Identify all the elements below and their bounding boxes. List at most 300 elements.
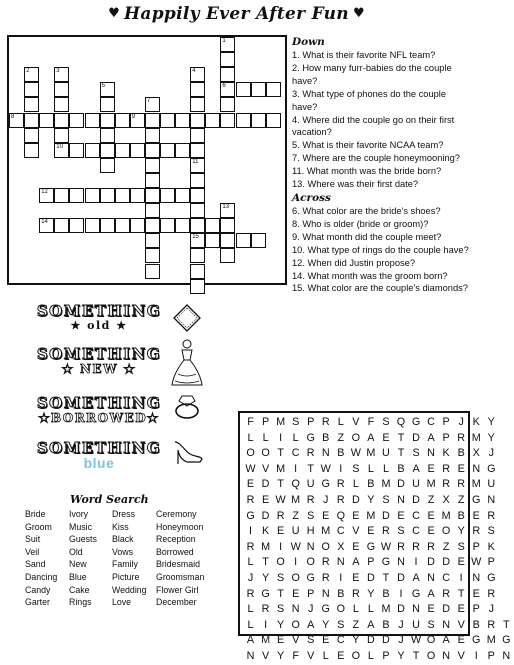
word-search-letter[interactable]: E (427, 509, 435, 522)
word-search-letter[interactable]: Y (352, 634, 360, 647)
word-search-letter[interactable]: D (412, 431, 420, 444)
word-search-letter[interactable]: R (412, 540, 420, 553)
word-search-letter[interactable]: I (264, 618, 268, 631)
word-search-letter[interactable]: X (337, 540, 345, 553)
word-search-letter[interactable]: A (307, 618, 315, 631)
word-search-letter[interactable]: E (352, 509, 360, 522)
word-search-letter[interactable]: I (294, 556, 298, 569)
word-search-letter[interactable]: Y (277, 649, 285, 662)
crossword-cell[interactable] (54, 218, 69, 233)
word-search-letter[interactable]: A (352, 556, 360, 569)
crossword-cell[interactable] (175, 113, 190, 128)
word-search-letter[interactable]: Z (457, 493, 465, 506)
word-search-letter[interactable]: T (397, 431, 405, 444)
word-search-letter[interactable]: P (307, 587, 315, 600)
word-search-letter[interactable]: G (411, 587, 421, 600)
word-search-letter[interactable]: L (382, 462, 389, 475)
word-search-letter[interactable]: E (457, 556, 465, 569)
word-search-letter[interactable]: V (352, 416, 360, 428)
word-search-letter[interactable]: U (382, 447, 390, 460)
crossword-cell[interactable] (39, 113, 54, 128)
word-search-letter[interactable]: J (308, 603, 314, 616)
crossword-cell[interactable] (190, 248, 205, 263)
word-search-letter[interactable]: G (472, 634, 481, 647)
word-search-letter[interactable]: R (487, 509, 496, 522)
word-search-letter[interactable]: N (397, 556, 405, 569)
word-search-letter[interactable]: E (322, 634, 330, 647)
word-search-letter[interactable]: C (442, 571, 451, 584)
word-search-letter[interactable]: L (247, 603, 254, 616)
crossword-cell[interactable] (100, 113, 115, 128)
word-search-letter[interactable]: R (427, 540, 435, 553)
word-search-letter[interactable]: D (442, 556, 451, 569)
word-search-letter[interactable]: T (277, 587, 284, 600)
word-search-letter[interactable]: O (306, 556, 315, 569)
word-search-letter[interactable]: S (382, 493, 390, 506)
word-search-letter[interactable]: I (414, 556, 418, 569)
crossword-cell[interactable] (54, 128, 69, 143)
word-search-letter[interactable]: Z (292, 509, 299, 522)
word-search-letter[interactable]: E (457, 634, 465, 647)
word-search-letter[interactable]: D (397, 603, 405, 616)
crossword-cell[interactable] (54, 143, 69, 158)
crossword-cell[interactable] (190, 264, 205, 279)
crossword-cell[interactable] (54, 67, 69, 82)
word-search-letter[interactable]: M (276, 462, 286, 475)
word-search-letter[interactable]: I (249, 525, 253, 538)
word-search-letter[interactable]: B (367, 478, 375, 491)
word-search-letter[interactable]: M (261, 540, 271, 553)
word-search-letter[interactable]: N (246, 649, 255, 662)
word-search-letter[interactable]: R (306, 447, 315, 460)
word-search-letter[interactable]: E (427, 462, 435, 475)
word-search-letter[interactable]: T (382, 571, 390, 584)
word-search-letter[interactable]: B (382, 618, 390, 631)
word-search-letter[interactable]: E (382, 431, 390, 444)
crossword-cell[interactable] (205, 233, 220, 248)
crossword-cell[interactable] (100, 128, 115, 143)
word-search-letter[interactable]: I (294, 462, 298, 475)
word-search-letter[interactable]: D (397, 478, 405, 491)
word-search-letter[interactable]: A (367, 431, 375, 444)
word-search-letter[interactable]: T (503, 618, 510, 631)
word-search-letter[interactable]: C (336, 525, 345, 538)
word-search-letter[interactable]: L (367, 649, 374, 662)
word-search-letter[interactable]: U (291, 525, 300, 538)
word-search-letter[interactable]: Y (397, 649, 405, 662)
word-search-letter[interactable]: L (352, 478, 359, 491)
word-search-letter[interactable]: W (245, 462, 256, 475)
word-search-letter[interactable]: E (457, 462, 465, 475)
word-search-letter[interactable]: G (487, 571, 496, 584)
word-search-letter[interactable]: C (336, 634, 345, 647)
word-search-letter[interactable]: U (487, 478, 496, 491)
crossword-cell[interactable] (145, 128, 160, 143)
word-search-letter[interactable]: T (262, 556, 269, 569)
word-search-letter[interactable]: Y (261, 571, 270, 584)
crossword-cell[interactable] (130, 188, 145, 203)
word-search-letter[interactable]: I (279, 540, 283, 553)
word-search-letter[interactable]: E (472, 587, 480, 600)
word-search-letter[interactable]: P (382, 649, 390, 662)
word-search-letter[interactable]: D (366, 634, 375, 647)
word-search-letter[interactable]: Q (336, 509, 345, 522)
crossword-cell[interactable] (251, 233, 266, 248)
word-search-letter[interactable]: S (337, 618, 345, 631)
word-search-letter[interactable]: N (321, 447, 330, 460)
crossword-cell[interactable] (236, 82, 251, 97)
word-search-letter[interactable]: L (337, 416, 344, 428)
word-search-letter[interactable]: K (487, 540, 495, 553)
word-search-letter[interactable]: Y (367, 493, 375, 506)
word-search-letter[interactable]: K (261, 525, 270, 538)
crossword-cell[interactable] (130, 218, 145, 233)
word-search-letter[interactable]: D (366, 571, 375, 584)
crossword-cell[interactable] (236, 233, 251, 248)
word-search-letter[interactable]: S (382, 416, 390, 428)
word-search-letter[interactable]: L (262, 431, 269, 444)
crossword-cell[interactable] (54, 82, 69, 97)
word-search-letter[interactable]: N (442, 618, 451, 631)
word-search-letter[interactable]: G (381, 556, 391, 569)
word-search-letter[interactable]: G (487, 462, 496, 475)
word-search-letter[interactable]: L (292, 431, 299, 444)
crossword-cell[interactable] (190, 218, 205, 233)
word-search-letter[interactable]: D (382, 634, 390, 647)
word-search-letter[interactable]: S (352, 462, 360, 475)
word-search-letter[interactable]: Z (427, 493, 435, 506)
word-search-letter[interactable]: P (307, 416, 315, 428)
crossword-cell[interactable] (100, 82, 115, 97)
word-search-letter[interactable]: F (247, 416, 254, 428)
word-search-letter[interactable]: Y (367, 587, 375, 600)
word-search-letter[interactable]: V (457, 618, 465, 631)
word-search-letter[interactable]: R (306, 493, 315, 506)
word-search-letter[interactable]: G (306, 431, 315, 444)
word-search-letter[interactable]: G (321, 478, 330, 491)
word-search-letter[interactable]: N (336, 556, 345, 569)
crossword-cell[interactable] (145, 218, 160, 233)
word-search-letter[interactable]: N (291, 603, 300, 616)
crossword-cell[interactable] (160, 188, 175, 203)
crossword-cell[interactable] (220, 248, 235, 263)
crossword-cell[interactable] (9, 113, 24, 128)
word-search-letter[interactable]: R (442, 478, 451, 491)
word-search-letter[interactable]: I (279, 431, 283, 444)
word-search-letter[interactable]: M (366, 447, 376, 460)
word-search-letter[interactable]: R (246, 540, 255, 553)
word-search-letter[interactable]: M (381, 603, 391, 616)
crossword-cell[interactable] (100, 218, 115, 233)
crossword-cell[interactable] (115, 143, 130, 158)
word-search-letter[interactable]: T (277, 447, 284, 460)
crossword-cell[interactable] (145, 158, 160, 173)
word-search-letter[interactable]: D (261, 509, 270, 522)
word-search-letter[interactable]: P (472, 540, 480, 553)
word-search-letter[interactable]: J (247, 571, 254, 584)
word-search-letter[interactable]: R (336, 478, 345, 491)
word-search-letter[interactable]: I (459, 571, 463, 584)
word-search-letter[interactable]: M (426, 478, 436, 491)
word-search-letter[interactable]: J (398, 618, 404, 631)
word-search-letter[interactable]: C (427, 416, 435, 428)
word-search-letter[interactable]: P (261, 416, 270, 428)
word-search-letter[interactable]: G (261, 587, 270, 600)
word-search-letter[interactable]: S (307, 634, 315, 647)
crossword-cell[interactable] (24, 82, 39, 97)
word-search-letter[interactable]: Y (277, 618, 285, 631)
crossword-cell[interactable] (160, 218, 175, 233)
word-search-letter[interactable]: R (321, 571, 330, 584)
word-search-letter[interactable]: O (276, 556, 285, 569)
word-search-letter[interactable]: O (351, 649, 361, 662)
word-search-letter[interactable]: V (292, 634, 300, 647)
word-search-letter[interactable]: M (471, 431, 481, 444)
word-search-letter[interactable]: R (397, 540, 405, 553)
crossword-cell[interactable] (54, 113, 69, 128)
crossword-cell[interactable] (24, 143, 39, 158)
word-search-letter[interactable]: M (381, 478, 391, 491)
word-search-letter[interactable]: A (442, 634, 450, 647)
word-search-letter[interactable]: O (291, 571, 300, 584)
crossword-cell[interactable] (160, 113, 175, 128)
crossword-cell[interactable] (160, 143, 175, 158)
crossword-cell[interactable] (251, 113, 266, 128)
crossword-cell[interactable] (100, 188, 115, 203)
crossword-cell[interactable] (85, 218, 100, 233)
word-search-letter[interactable]: M (291, 493, 301, 506)
crossword-cell[interactable] (220, 37, 235, 52)
crossword-cell[interactable] (175, 143, 190, 158)
crossword-cell[interactable] (175, 218, 190, 233)
word-search-letter[interactable]: J (488, 447, 494, 460)
crossword-cell[interactable] (69, 113, 84, 128)
crossword-cell[interactable] (130, 113, 145, 128)
word-search-letter[interactable]: M (486, 634, 496, 647)
crossword-cell[interactable] (24, 128, 39, 143)
word-search-letter[interactable]: U (412, 478, 420, 491)
word-search-letter[interactable]: V (261, 649, 270, 662)
word-search-letter[interactable]: P (487, 649, 495, 662)
word-search-letter[interactable]: R (457, 478, 466, 491)
word-search-letter[interactable]: L (367, 603, 374, 616)
crossword-cell[interactable] (85, 143, 100, 158)
word-search-letter[interactable]: I (474, 649, 478, 662)
crossword-cell[interactable] (220, 67, 235, 82)
crossword-cell[interactable] (54, 188, 69, 203)
word-search-letter[interactable]: P (367, 556, 375, 569)
word-search-letter[interactable]: M (471, 478, 481, 491)
crossword-cell[interactable] (220, 218, 235, 233)
word-search-letter[interactable]: D (442, 603, 451, 616)
crossword-cell[interactable] (236, 113, 251, 128)
word-search-letter[interactable]: L (247, 556, 254, 569)
crossword-cell[interactable] (190, 113, 205, 128)
crossword-cell[interactable] (69, 218, 84, 233)
word-search-letter[interactable]: L (367, 462, 374, 475)
word-search-letter[interactable]: Y (322, 618, 330, 631)
word-search-letter[interactable]: P (472, 603, 480, 616)
crossword-cell[interactable] (190, 158, 205, 173)
word-search-letter[interactable]: L (352, 603, 359, 616)
word-search-letter[interactable]: V (457, 649, 465, 662)
word-search-letter[interactable]: M (366, 509, 376, 522)
crossword-cell[interactable] (220, 113, 235, 128)
word-search-letter[interactable]: D (427, 556, 435, 569)
word-search-letter[interactable]: R (336, 493, 345, 506)
word-search-letter[interactable]: B (472, 618, 480, 631)
crossword-cell[interactable] (145, 264, 160, 279)
word-search-letter[interactable]: R (487, 587, 496, 600)
word-search-letter[interactable]: N (306, 540, 315, 553)
word-search-letter[interactable]: I (399, 587, 403, 600)
word-search-letter[interactable]: C (412, 509, 420, 522)
word-search-letter[interactable]: X (472, 447, 480, 460)
crossword-cell[interactable] (190, 233, 205, 248)
word-search-letter[interactable]: V (307, 649, 315, 662)
word-search-letter[interactable]: N (442, 649, 451, 662)
word-search-letter[interactable]: N (397, 493, 405, 506)
word-search-letter[interactable]: K (472, 416, 480, 428)
word-search-letter[interactable]: U (306, 478, 315, 491)
crossword-cell[interactable] (115, 188, 130, 203)
word-search-letter[interactable]: I (339, 462, 343, 475)
word-search-letter[interactable]: G (502, 634, 511, 647)
word-search-letter[interactable]: Y (487, 431, 495, 444)
word-search-letter[interactable]: M (321, 525, 331, 538)
word-search-letter[interactable]: B (337, 447, 345, 460)
word-search-letter[interactable]: B (382, 587, 390, 600)
crossword-cell[interactable] (220, 82, 235, 97)
word-search-letter[interactable]: O (426, 649, 436, 662)
word-search-letter[interactable]: N (487, 493, 496, 506)
word-search-letter[interactable]: R (261, 603, 270, 616)
word-search-letter[interactable]: U (412, 618, 420, 631)
word-search-letter[interactable]: G (306, 571, 315, 584)
word-search-letter[interactable]: E (367, 525, 375, 538)
word-search-letter[interactable]: S (292, 416, 300, 428)
word-search-letter[interactable]: K (442, 447, 450, 460)
word-search-letter[interactable]: E (322, 509, 330, 522)
word-search-letter[interactable]: M (261, 634, 271, 647)
word-search-letter[interactable]: F (292, 649, 299, 662)
word-search-letter[interactable]: L (247, 618, 254, 631)
word-search-letter[interactable]: E (427, 525, 435, 538)
word-search-letter[interactable]: G (366, 540, 376, 553)
word-search-letter[interactable]: N (472, 462, 481, 475)
crossword-cell[interactable] (145, 97, 160, 112)
crossword-cell[interactable] (130, 143, 145, 158)
word-search-letter[interactable]: W (471, 556, 482, 569)
crossword-cell[interactable] (220, 97, 235, 112)
word-search-letter[interactable]: R (246, 587, 255, 600)
word-search-letter[interactable]: P (442, 416, 450, 428)
word-search-letter[interactable]: S (397, 525, 405, 538)
word-search-letter[interactable]: J (458, 416, 464, 428)
word-search-letter[interactable]: B (322, 431, 330, 444)
word-search-letter[interactable]: E (427, 603, 435, 616)
word-search-letter[interactable]: W (380, 540, 392, 553)
word-search-letter[interactable]: G (246, 509, 255, 522)
word-search-letter[interactable]: O (441, 525, 451, 538)
crossword-cell[interactable] (100, 158, 115, 173)
word-search-letter[interactable]: D (382, 509, 390, 522)
word-search-letter[interactable]: S (427, 618, 435, 631)
crossword-cell[interactable] (145, 173, 160, 188)
crossword-cell[interactable] (100, 143, 115, 158)
word-search-letter[interactable]: G (472, 493, 481, 506)
word-search-letter[interactable]: B (457, 509, 465, 522)
word-search-letter[interactable]: S (412, 447, 420, 460)
crossword-cell[interactable] (85, 188, 100, 203)
word-search-letter[interactable]: V (352, 525, 360, 538)
crossword-cell[interactable] (205, 113, 220, 128)
word-search-letter[interactable]: W (290, 540, 301, 553)
word-search-letter[interactable]: N (321, 587, 330, 600)
word-search-letter[interactable]: D (261, 478, 270, 491)
word-search-letter[interactable]: G (411, 416, 421, 428)
word-search-letter[interactable]: R (321, 556, 330, 569)
word-search-letter[interactable]: C (412, 525, 420, 538)
word-search-letter[interactable]: R (472, 525, 481, 538)
word-search-letter[interactable]: T (307, 462, 315, 475)
word-search-letter[interactable]: S (487, 525, 495, 538)
word-search-letter[interactable]: D (351, 493, 360, 506)
word-search-letter[interactable]: A (427, 431, 435, 444)
word-search-letter[interactable]: O (351, 431, 361, 444)
word-search-letter[interactable]: A (412, 571, 420, 584)
word-search-letter[interactable]: O (261, 447, 270, 460)
word-search-letter[interactable]: N (502, 649, 511, 662)
word-search-letter[interactable]: B (457, 447, 465, 460)
word-search-letter[interactable]: O (321, 540, 330, 553)
word-search-letter[interactable]: Z (337, 431, 345, 444)
crossword-cell[interactable] (190, 279, 205, 294)
word-search-letter[interactable]: J (488, 603, 494, 616)
word-search-letter[interactable]: P (442, 431, 450, 444)
word-search-letter[interactable]: L (322, 649, 329, 662)
word-search-letter[interactable]: O (336, 603, 345, 616)
word-search-letter[interactable]: Z (442, 540, 450, 553)
crossword-cell[interactable] (266, 82, 281, 97)
word-search-letter[interactable]: P (487, 556, 495, 569)
word-search-letter[interactable]: N (427, 571, 435, 584)
word-search-letter[interactable]: E (472, 509, 480, 522)
word-search-letter[interactable]: E (277, 634, 285, 647)
crossword-cell[interactable] (145, 143, 160, 158)
crossword-cell[interactable] (251, 82, 266, 97)
word-search-letter[interactable]: Z (352, 618, 360, 631)
word-search-letter[interactable]: E (397, 509, 405, 522)
word-search-letter[interactable]: J (398, 634, 404, 647)
crossword-cell[interactable] (39, 218, 54, 233)
crossword-cell[interactable] (24, 67, 39, 82)
word-search-letter[interactable]: N (412, 603, 420, 616)
crossword-cell[interactable] (220, 203, 235, 218)
crossword-cell[interactable] (190, 173, 205, 188)
word-search-letter[interactable]: E (246, 478, 255, 491)
crossword-cell[interactable] (266, 113, 281, 128)
crossword-cell[interactable] (100, 97, 115, 112)
word-search-letter[interactable]: G (321, 603, 330, 616)
word-search-letter[interactable]: L (247, 431, 254, 444)
word-search-letter[interactable]: R (276, 509, 285, 522)
crossword-cell[interactable] (205, 218, 220, 233)
word-search-letter[interactable]: S (457, 540, 465, 553)
word-search-letter[interactable]: Y (457, 525, 465, 538)
crossword-cell[interactable] (175, 188, 190, 203)
crossword-cell[interactable] (190, 188, 205, 203)
